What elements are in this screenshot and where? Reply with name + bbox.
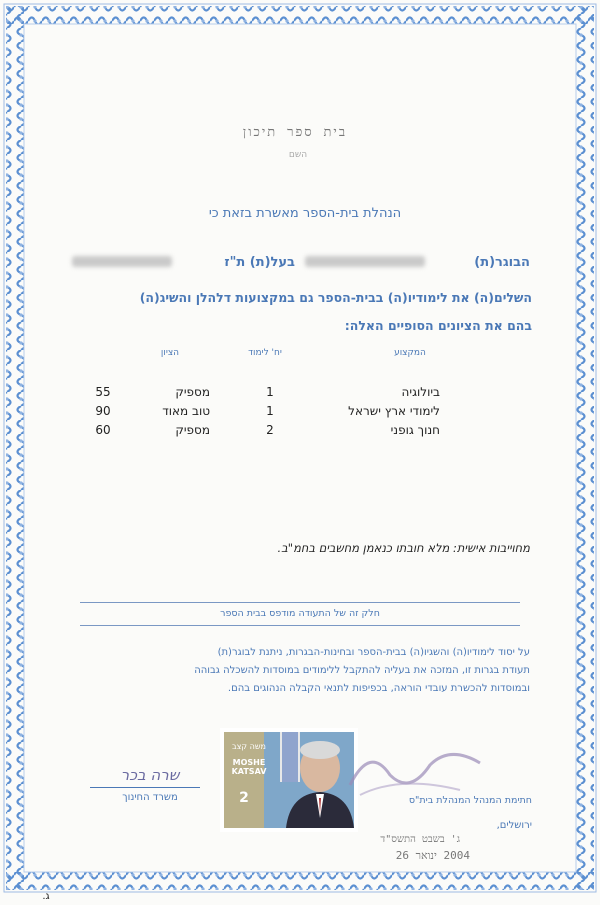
- row-grade-word: טוב מאוד: [162, 404, 210, 418]
- id-number-redacted: [72, 256, 172, 267]
- row-grade: 55: [95, 385, 111, 399]
- row-grade: 60: [95, 423, 111, 437]
- signature-line: [90, 787, 200, 788]
- graduate-label: הבוגר(ת): [474, 255, 530, 270]
- section-note: חלק זה של התעודה מודפס בבית הספר: [220, 608, 380, 619]
- row-subject: ביולוגיה: [401, 385, 440, 399]
- page-mark: ג.: [42, 891, 50, 902]
- hebrew-date: ג' בשבט התשס"ד: [380, 834, 460, 845]
- ministry-label: משרד החינוך: [122, 792, 178, 803]
- header-grade: הציון: [160, 348, 180, 358]
- certificate-heading: הנהלת בית-הספר מאשרת בזאת כי: [208, 206, 402, 221]
- city-label: ירושלים,: [496, 820, 532, 831]
- paragraph-line-3: ובמוסדות להכשרת עובדי הוראה, בכפיפות לתנאי הקבלה הנהוגים בהם.: [227, 683, 530, 694]
- row-grade-word: מספיק: [175, 423, 210, 437]
- divider-bottom: [80, 625, 520, 626]
- graduate-name-redacted: [305, 256, 425, 267]
- completed-line: השלים(ה) את לימודיו(ה) בבית-הספר גם במקצועות דלהלן והשיג(ה): [139, 290, 532, 305]
- row-units: 1: [266, 385, 274, 399]
- paragraph-line-2: תעודת בגרות זו, המזכה את בעליה להתקבל ללימודים במוסדות להשכלה גבוהה: [194, 665, 530, 676]
- divider-top: [80, 602, 520, 603]
- gregorian-date: 2004 ינואר 26: [395, 849, 470, 862]
- id-label: בעל(ת) ת"ז: [224, 255, 295, 270]
- row-grade: 90: [95, 404, 111, 418]
- row-subject: לימודי ארץ ישראל: [348, 404, 440, 418]
- row-units: 1: [266, 404, 274, 418]
- stamp-value: 2: [239, 790, 249, 806]
- row-subject: חנוך גופני: [390, 423, 440, 437]
- school-name: בית ספר תיכון: [242, 125, 348, 140]
- stamp-hebrew-name: משה קצב: [232, 742, 266, 751]
- ministry-signature: שרה בכר: [120, 766, 180, 784]
- obligation-line: מחוייבות אישית: מלא חובתו כנאמן מחשבים בחמ"ב.: [277, 541, 530, 555]
- principal-label: חתימת המנהל המנהלת בית"ס: [408, 795, 532, 806]
- school-name-sub: השם: [288, 150, 308, 160]
- row-grade-word: מספיק: [175, 385, 210, 399]
- header-units: יח' לימוד: [248, 348, 282, 358]
- grades-line: בהם את הציונים הסופיים האלה:: [344, 318, 532, 333]
- stamp-name: MOSHE KATSAV: [231, 758, 267, 776]
- header-subject: המקצוע: [394, 348, 426, 358]
- paragraph-line-1: על יסוד לימודיו(ה) והשגיו(ה) בבית-הספר ובחינות-הבגרות, ניתנת לבוגר(ת): [217, 647, 530, 658]
- row-units: 2: [266, 423, 274, 437]
